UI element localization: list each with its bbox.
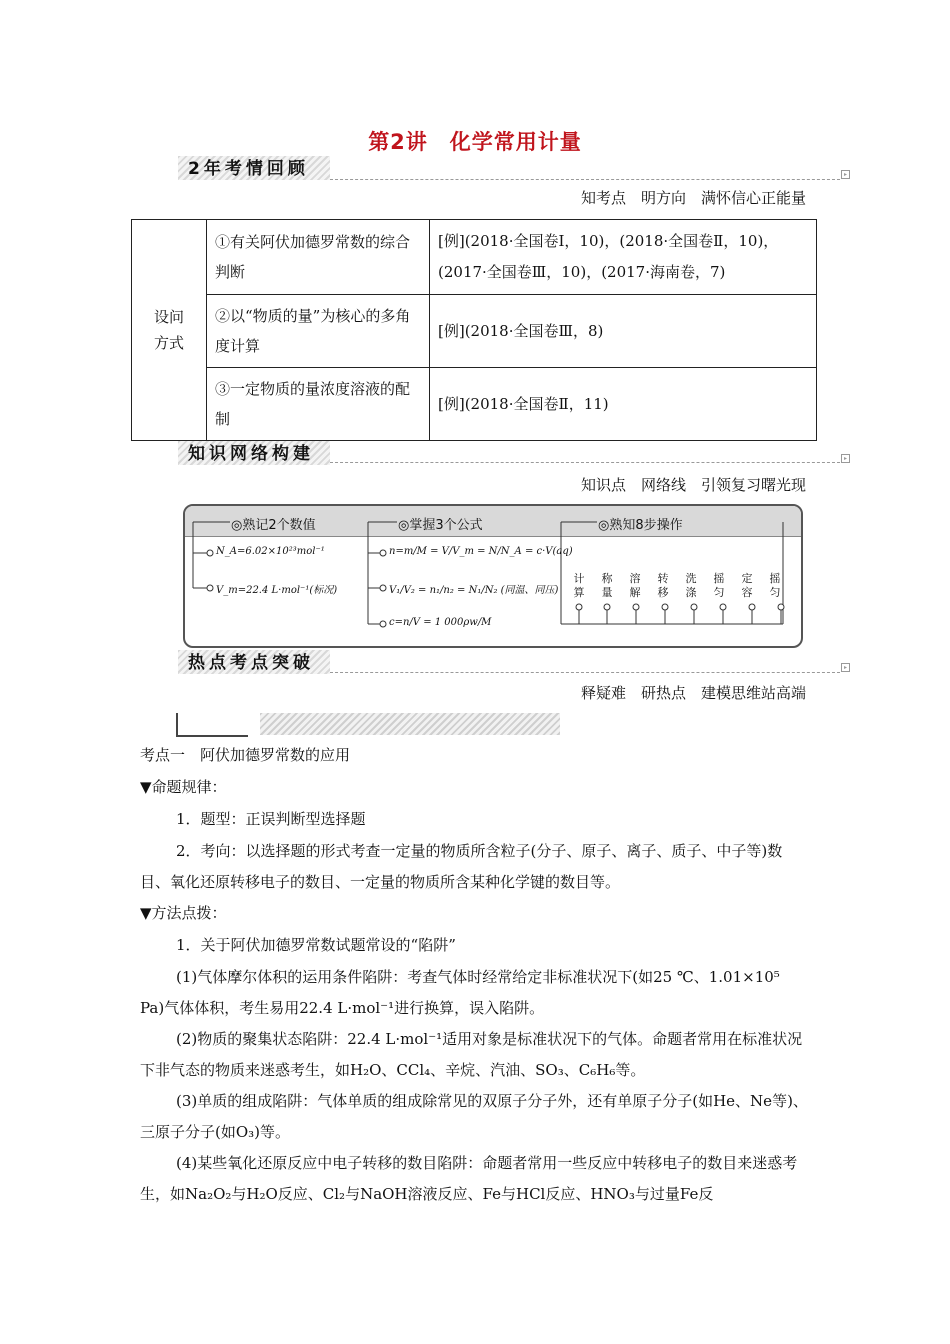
step-item: 摇 匀	[713, 572, 725, 599]
formula-c: c=n/V = 1 000ρw/M	[389, 617, 492, 628]
step-item: 称 量	[601, 572, 613, 599]
step-item: 洗 涤	[685, 572, 697, 599]
table-topic: ①有关阿伏加德罗常数的综合判断	[207, 220, 430, 295]
point-heading-bracket	[176, 713, 248, 737]
trap-paragraph-4: (4)某些氧化还原反应中电子转移的数目陷阱：命题者常用一些反应中转移电子的数目来迷惑考生，如Na₂O₂与H₂O反应、Cl₂与NaOH溶液反应、Fe与HCl反应、HNO₃与过量Fe反	[140, 1154, 798, 1203]
formula-n: n=m/M = V/V_m = N/N_A = c·V(aq)	[389, 546, 573, 557]
method-item-1: 1．关于阿伏加德罗常数试题常设的“陷阱”	[176, 936, 456, 954]
row-label: 设问方式	[132, 220, 207, 441]
trap-paragraph-2: (2)物质的聚集状态陷阱：22.4 L·mol⁻¹适用对象是标准状况下的气体。命题者常用在标准状况下非气态的物质来迷惑考生，如H₂O、CCl₄、辛烷、汽油、SO₃、C₆H₆等。	[140, 1030, 803, 1079]
corner-marker-icon: ▸	[841, 454, 850, 463]
section-header-hot: 热点考点突破	[178, 650, 314, 676]
network-box2-title: ◎掌握3个公式	[398, 518, 483, 533]
table-examples: [例](2018·全国卷Ⅲ，8)	[430, 295, 817, 368]
section-slogan: 释疑难 研热点 建模思维站高端	[580, 684, 806, 702]
section-divider	[330, 179, 840, 180]
trap-paragraph-1: (1)气体摩尔体积的运用条件陷阱：考查气体时经常给定非标准状况下(如25 ℃、1.01×10⁵ Pa)气体体积，考生易用22.4 L·mol⁻¹进行换算，误入陷阱。	[140, 968, 780, 1017]
section-header-network: 知识网络构建	[178, 441, 314, 467]
section-divider	[330, 462, 840, 463]
corner-marker-icon: ▸	[841, 663, 850, 672]
rule-item-2: 2．考向：以选择题的形式考查一定量的物质所含粒子(分子、原子、离子、质子、中子等)数目、氧化还原转移电子的数目、一定量的物质所含某种化学键的数目等。	[140, 842, 783, 891]
network-box3-title: ◎熟知8步操作	[598, 518, 683, 533]
constant-na: N_A=6.02×10²³mol⁻¹	[216, 546, 325, 557]
point-heading-stripe	[260, 713, 560, 735]
step-item: 摇 匀	[769, 572, 781, 599]
step-item: 溶 解	[629, 572, 641, 599]
point-title: 考点一 阿伏加德罗常数的应用	[140, 746, 351, 764]
corner-marker-icon: ▸	[841, 170, 850, 179]
table-topic: ②以“物质的量”为核心的多角度计算	[207, 295, 430, 368]
exam-review-table	[131, 219, 817, 441]
knowledge-network-diagram	[183, 504, 803, 648]
step-item: 定 容	[741, 572, 753, 599]
page-title: 第2讲 化学常用计量	[368, 130, 582, 154]
step-item: 转 移	[657, 572, 669, 599]
step-item: 计 算	[573, 572, 585, 599]
operation-steps	[565, 572, 803, 600]
method-heading: ▼方法点拨：	[140, 904, 227, 922]
network-box1-title: ◎熟记2个数值	[231, 518, 316, 533]
formula-avogadro-law: V₁/V₂ = n₁/n₂ = N₁/N₂ (同温、同压)	[389, 585, 559, 596]
constant-vm: V_m=22.4 L·mol⁻¹(标况)	[216, 585, 338, 596]
table-examples: [例](2018·全国卷Ⅰ，10)，(2018·全国卷Ⅱ，10)，(2017·全国卷Ⅲ，10)，(2017·海南卷，7)	[430, 220, 817, 295]
section-slogan: 知考点 明方向 满怀信心正能量	[580, 189, 806, 207]
rule-heading: ▼命题规律：	[140, 778, 227, 796]
rule-item-1: 1．题型：正误判断型选择题	[176, 810, 366, 828]
section-divider	[330, 672, 840, 673]
table-examples: [例](2018·全国卷Ⅱ，11)	[430, 368, 817, 441]
section-slogan: 知识点 网络线 引领复习曙光现	[580, 476, 806, 494]
trap-paragraph-3: (3)单质的组成陷阱：气体单质的组成除常见的双原子分子外，还有单原子分子(如He、Ne等)、三原子分子(如O₃)等。	[140, 1092, 808, 1141]
section-header-review: 2年考情回顾	[178, 156, 309, 182]
table-topic: ③一定物质的量浓度溶液的配制	[207, 368, 430, 441]
